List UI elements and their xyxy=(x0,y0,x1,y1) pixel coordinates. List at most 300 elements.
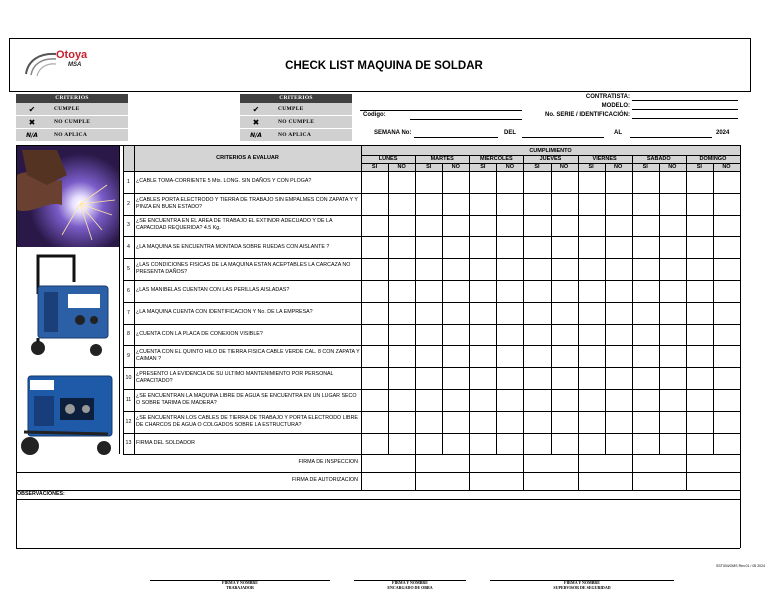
checkbox-cell[interactable] xyxy=(579,216,604,236)
checkbox-cell[interactable] xyxy=(660,303,685,323)
checkbox-cell[interactable] xyxy=(552,216,577,236)
checkbox-cell[interactable] xyxy=(389,259,414,279)
checkbox-cell[interactable] xyxy=(552,303,577,323)
checkbox-cell[interactable] xyxy=(470,237,495,257)
checkbox-cell[interactable] xyxy=(579,194,604,214)
legend-title: CRITERIOS xyxy=(16,94,128,103)
row-number: 10 xyxy=(125,375,132,382)
checkbox-cell[interactable] xyxy=(443,325,468,345)
checkbox-cell[interactable] xyxy=(687,172,712,192)
checkbox-cell[interactable] xyxy=(687,368,712,388)
grid-line xyxy=(740,145,741,548)
checkbox-cell[interactable] xyxy=(606,412,631,432)
checkbox-cell[interactable] xyxy=(633,434,658,453)
checkbox-cell[interactable] xyxy=(524,194,549,214)
contratista-label: CONTRATISTA: xyxy=(585,94,630,100)
grid-line xyxy=(551,163,552,454)
checkbox-cell[interactable] xyxy=(633,216,658,236)
del-label: DEL xyxy=(504,130,516,136)
checkbox-cell[interactable] xyxy=(633,412,658,432)
checkbox-cell[interactable] xyxy=(552,390,577,410)
checkbox-cell[interactable] xyxy=(362,194,387,214)
checkbox-cell[interactable] xyxy=(633,325,658,345)
checkbox-cell[interactable] xyxy=(660,346,685,366)
grid-line xyxy=(134,145,135,454)
checkbox-cell[interactable] xyxy=(606,346,631,366)
checkbox-cell[interactable] xyxy=(660,390,685,410)
checkbox-cell[interactable] xyxy=(389,434,414,453)
checkbox-cell[interactable] xyxy=(362,216,387,236)
si-header: SI xyxy=(480,164,486,170)
modelo-field[interactable] xyxy=(632,109,738,110)
checkbox-cell[interactable] xyxy=(470,281,495,301)
checkbox-cell[interactable] xyxy=(524,434,549,453)
checkbox-cell[interactable] xyxy=(416,325,441,345)
checkbox-cell[interactable] xyxy=(633,194,658,214)
serie-field[interactable] xyxy=(632,118,738,119)
checkbox-cell[interactable] xyxy=(606,368,631,388)
si-header: SI xyxy=(534,164,540,170)
codigo-top-line xyxy=(360,110,522,111)
signature-label-supervisor: FIRMA Y NOMBRE SUPERVISOR DE SEGURIDAD xyxy=(553,580,611,590)
row-number: 2 xyxy=(127,200,130,207)
checkbox-cell[interactable] xyxy=(552,194,577,214)
grid-line xyxy=(361,145,362,490)
checkbox-cell[interactable] xyxy=(524,216,549,236)
grid-line xyxy=(713,163,714,454)
checkbox-cell[interactable] xyxy=(443,390,468,410)
welding-photo xyxy=(17,145,119,247)
grid-line xyxy=(123,389,740,390)
checkbox-cell[interactable] xyxy=(443,368,468,388)
checkbox-cell[interactable] xyxy=(470,259,495,279)
criteria-text: ¿CUENTA CON LA PLACA DE CONEXION VISIBLE? xyxy=(136,330,263,337)
checkbox-cell[interactable] xyxy=(389,216,414,236)
criteria-text: ¿LAS CONDICIONES FISICAS DE LA MAQUINA ESTAN ACEPTABLES LA CARCAZA NO PRESENTA DAÑOS? xyxy=(136,262,351,276)
checkbox-cell[interactable] xyxy=(524,303,549,323)
no-header: NO xyxy=(668,164,677,170)
year-value: 2024 xyxy=(716,130,730,136)
checkbox-cell[interactable] xyxy=(714,237,739,257)
checkbox-cell[interactable] xyxy=(497,216,522,236)
checkbox-cell[interactable] xyxy=(470,216,495,236)
checkbox-cell[interactable] xyxy=(606,281,631,301)
checkbox-cell[interactable] xyxy=(606,303,631,323)
observaciones-label: OBSERVACIONES: xyxy=(17,490,65,497)
checkbox-cell[interactable] xyxy=(714,434,739,453)
checkbox-cell[interactable] xyxy=(389,346,414,366)
checkbox-cell[interactable] xyxy=(606,194,631,214)
logo-sub: MSA xyxy=(68,62,82,68)
firma-autorizacion-cell[interactable] xyxy=(687,473,739,489)
al-field[interactable] xyxy=(630,137,712,138)
serie-label: No. SERIE / IDENTIFICACIÓN: xyxy=(544,112,630,118)
checkbox-cell[interactable] xyxy=(579,237,604,257)
checkbox-cell[interactable] xyxy=(524,237,549,257)
number-header-bg xyxy=(123,145,134,171)
checkbox-cell[interactable] xyxy=(687,303,712,323)
criteria-header: CRITERIOS A EVALUAR xyxy=(216,155,279,161)
checkbox-cell[interactable] xyxy=(470,368,495,388)
checkbox-cell[interactable] xyxy=(660,237,685,257)
signature-label-encargado: FIRMA Y NOMBRE ENCARGADO DE OBRA xyxy=(387,580,433,590)
document-code: SST004/OMS Rev.01 / 05 2024 xyxy=(716,564,765,568)
checkbox-cell[interactable] xyxy=(606,434,631,453)
checkbox-cell[interactable] xyxy=(362,303,387,323)
checkbox-cell[interactable] xyxy=(687,194,712,214)
grid-line xyxy=(442,163,443,454)
day-header-domingo: DOMINGO xyxy=(699,156,727,162)
checkbox-cell[interactable] xyxy=(497,390,522,410)
checkbox-cell[interactable] xyxy=(687,346,712,366)
criteria-text: ¿CABLE TOMA-CORRIENTE 5 Mts. LONG. SIN DAÑOS Y CON PLOGA? xyxy=(136,178,312,185)
si-header: SI xyxy=(588,164,594,170)
checkbox-cell[interactable] xyxy=(660,368,685,388)
firma-inspeccion-cell[interactable] xyxy=(687,455,739,471)
checkbox-cell[interactable] xyxy=(579,259,604,279)
row-number: 4 xyxy=(127,244,130,251)
row-number: 11 xyxy=(125,396,132,403)
observaciones-field[interactable] xyxy=(18,500,738,546)
grid-line xyxy=(123,367,740,368)
checkbox-cell[interactable] xyxy=(552,346,577,366)
grid-line xyxy=(123,236,740,237)
check-icon: ✔ xyxy=(252,105,260,114)
checkbox-cell[interactable] xyxy=(524,412,549,432)
criteria-text: ¿CABLES PORTA ELECTRODO Y TIERRA DE TRABAJO SIN EMPALMES CON ZAPATA Y Y PINZA EN BUEN ESTADO? xyxy=(136,196,358,210)
checkbox-cell[interactable] xyxy=(416,237,441,257)
checkbox-cell[interactable] xyxy=(552,172,577,192)
checkbox-cell[interactable] xyxy=(714,259,739,279)
checkbox-cell[interactable] xyxy=(362,172,387,192)
checkbox-cell[interactable] xyxy=(633,346,658,366)
checkbox-cell[interactable] xyxy=(633,259,658,279)
checkbox-cell[interactable] xyxy=(660,325,685,345)
grid-line xyxy=(578,155,579,490)
checkbox-cell[interactable] xyxy=(416,259,441,279)
criteria-text: FIRMA DEL SOLDADOR xyxy=(136,439,195,446)
checkbox-cell[interactable] xyxy=(497,259,522,279)
checkbox-cell[interactable] xyxy=(606,216,631,236)
checkbox-cell[interactable] xyxy=(579,303,604,323)
checkbox-cell[interactable] xyxy=(714,325,739,345)
checkbox-cell[interactable] xyxy=(687,237,712,257)
checkbox-cell[interactable] xyxy=(416,281,441,301)
checkbox-cell[interactable] xyxy=(660,281,685,301)
legend-title: CRITERIOS xyxy=(240,94,352,103)
no-header: NO xyxy=(559,164,569,170)
checkbox-cell[interactable] xyxy=(687,390,712,410)
day-header-jueves: JUEVES xyxy=(539,156,562,162)
row-number: 13 xyxy=(125,440,132,447)
checkbox-cell[interactable] xyxy=(714,390,739,410)
checkbox-cell[interactable] xyxy=(633,172,658,192)
checkbox-cell[interactable] xyxy=(416,412,441,432)
checkbox-cell[interactable] xyxy=(687,434,712,453)
checkbox-cell[interactable] xyxy=(524,368,549,388)
checkbox-cell[interactable] xyxy=(714,216,739,236)
checkbox-cell[interactable] xyxy=(470,172,495,192)
grid-line xyxy=(123,280,740,281)
checkbox-cell[interactable] xyxy=(416,434,441,453)
checkbox-cell[interactable] xyxy=(714,346,739,366)
checkbox-cell[interactable] xyxy=(362,237,387,257)
checkbox-cell[interactable] xyxy=(497,368,522,388)
grid-line xyxy=(388,163,389,454)
checkbox-cell[interactable] xyxy=(552,412,577,432)
firma-inspeccion-label: FIRMA DE INSPECCION xyxy=(298,459,358,466)
grid-line xyxy=(16,145,740,146)
checkbox-cell[interactable] xyxy=(443,216,468,236)
grid-line xyxy=(123,258,740,259)
checkbox-cell[interactable] xyxy=(579,346,604,366)
checkbox-cell[interactable] xyxy=(579,368,604,388)
grid-line xyxy=(659,163,660,454)
checkbox-cell[interactable] xyxy=(497,237,522,257)
firma-inspeccion-cell[interactable] xyxy=(362,455,414,471)
checkbox-cell[interactable] xyxy=(660,259,685,279)
checkbox-cell[interactable] xyxy=(552,281,577,301)
checkbox-cell[interactable] xyxy=(660,412,685,432)
criteria-text: ¿SE ENCUENTRAN LOS CABLES DE TIERRA DE TRABAJO Y PORTA ELECTRODO LIBRE DE CHARCOS DE AGUA O COLGADOS SOBRE LA ESTRUCTURA? xyxy=(136,414,358,428)
grid-line xyxy=(123,171,740,172)
welding-machine-2-photo xyxy=(20,372,116,462)
checkbox-cell[interactable] xyxy=(714,172,739,192)
checkbox-cell[interactable] xyxy=(443,281,468,301)
si-header: SI xyxy=(426,164,432,170)
checkbox-cell[interactable] xyxy=(714,368,739,388)
firma-autorizacion-cell[interactable] xyxy=(470,473,522,489)
checkbox-cell[interactable] xyxy=(552,368,577,388)
checkbox-cell[interactable] xyxy=(470,390,495,410)
checkbox-cell[interactable] xyxy=(633,237,658,257)
checkbox-cell[interactable] xyxy=(687,325,712,345)
checkbox-cell[interactable] xyxy=(443,303,468,323)
firma-inspeccion-cell[interactable] xyxy=(524,455,576,471)
checkbox-cell[interactable] xyxy=(362,325,387,345)
firma-inspeccion-cell[interactable] xyxy=(633,455,685,471)
grid-line xyxy=(123,433,740,434)
firma-autorizacion-cell[interactable] xyxy=(633,473,685,489)
checkbox-cell[interactable] xyxy=(497,325,522,345)
checkbox-cell[interactable] xyxy=(606,325,631,345)
checkbox-cell[interactable] xyxy=(497,303,522,323)
na-symbol: N/A xyxy=(26,132,38,139)
grid-line xyxy=(123,215,740,216)
grid-line xyxy=(123,193,740,194)
grid-line xyxy=(496,163,497,454)
checkbox-cell[interactable] xyxy=(416,346,441,366)
checkbox-cell[interactable] xyxy=(416,216,441,236)
checkbox-cell[interactable] xyxy=(524,281,549,301)
checkbox-cell[interactable] xyxy=(389,325,414,345)
checkbox-cell[interactable] xyxy=(633,303,658,323)
checkbox-cell[interactable] xyxy=(497,281,522,301)
checkbox-cell[interactable] xyxy=(579,434,604,453)
grid-line xyxy=(16,499,740,500)
checkbox-cell[interactable] xyxy=(579,172,604,192)
checkbox-cell[interactable] xyxy=(389,194,414,214)
firma-inspeccion-cell[interactable] xyxy=(470,455,522,471)
checkbox-cell[interactable] xyxy=(524,259,549,279)
checkbox-cell[interactable] xyxy=(443,346,468,366)
checkbox-cell[interactable] xyxy=(470,412,495,432)
checkbox-cell[interactable] xyxy=(416,368,441,388)
checkbox-cell[interactable] xyxy=(687,216,712,236)
checkbox-cell[interactable] xyxy=(470,325,495,345)
checkbox-cell[interactable] xyxy=(416,303,441,323)
welding-machine-photo xyxy=(24,252,116,360)
checkbox-cell[interactable] xyxy=(606,390,631,410)
checkbox-cell[interactable] xyxy=(497,346,522,366)
checkbox-cell[interactable] xyxy=(362,390,387,410)
checkbox-cell[interactable] xyxy=(606,259,631,279)
checkbox-cell[interactable] xyxy=(497,172,522,192)
grid-line xyxy=(632,155,633,490)
row-number: 7 xyxy=(127,309,130,316)
row-number: 1 xyxy=(127,178,130,185)
checkbox-cell[interactable] xyxy=(552,259,577,279)
checkbox-cell[interactable] xyxy=(524,390,549,410)
checkbox-cell[interactable] xyxy=(524,325,549,345)
legend-left xyxy=(16,94,128,142)
firma-autorizacion-cell[interactable] xyxy=(362,473,414,489)
checkbox-cell[interactable] xyxy=(362,281,387,301)
checkbox-cell[interactable] xyxy=(633,281,658,301)
checkbox-cell[interactable] xyxy=(552,237,577,257)
checkbox-cell[interactable] xyxy=(660,216,685,236)
contratista-field[interactable] xyxy=(632,100,738,101)
firma-autorizacion-cell[interactable] xyxy=(579,473,631,489)
criteria-text: ¿CUENTA CON EL QUINTO HILO DE TIERRA FISICA CABLE VERDE CAL. 8 CON ZAPATA Y CAIMAN ? xyxy=(136,349,360,363)
checkbox-cell[interactable] xyxy=(362,412,387,432)
checkbox-cell[interactable] xyxy=(660,194,685,214)
criteria-text: ¿PRESENTO LA EVIDENCIA DE SU ULTIMO MANTENIMIENTO POR PERSONAL CAPACITADO? xyxy=(136,371,334,385)
checkbox-cell[interactable] xyxy=(552,325,577,345)
checkbox-cell[interactable] xyxy=(714,194,739,214)
checkbox-cell[interactable] xyxy=(579,325,604,345)
checkbox-cell[interactable] xyxy=(416,194,441,214)
legend-label: NO APLICA xyxy=(54,132,88,138)
checkbox-cell[interactable] xyxy=(497,412,522,432)
checkbox-cell[interactable] xyxy=(606,172,631,192)
semana-label: SEMANA No: xyxy=(374,130,412,136)
checkbox-cell[interactable] xyxy=(362,259,387,279)
cross-icon: ✖ xyxy=(252,118,260,127)
checkbox-cell[interactable] xyxy=(443,172,468,192)
checkbox-cell[interactable] xyxy=(497,194,522,214)
checkbox-cell[interactable] xyxy=(362,368,387,388)
checkbox-cell[interactable] xyxy=(389,390,414,410)
grid-line xyxy=(686,155,687,490)
checkbox-cell[interactable] xyxy=(389,412,414,432)
signature-label-trabajador: FIRMA Y NOMBRE TRABAJADOR xyxy=(222,580,258,590)
no-header: NO xyxy=(614,164,623,170)
checkbox-cell[interactable] xyxy=(714,412,739,432)
checkbox-cell[interactable] xyxy=(497,434,522,453)
checkbox-cell[interactable] xyxy=(660,172,685,192)
grid-line xyxy=(123,454,740,455)
grid-line xyxy=(123,302,740,303)
checkbox-cell[interactable] xyxy=(524,346,549,366)
no-header: NO xyxy=(397,164,406,170)
checkbox-cell[interactable] xyxy=(470,194,495,214)
day-header-martes: MARTES xyxy=(430,156,454,162)
firma-inspeccion-cell[interactable] xyxy=(416,455,468,471)
checkbox-cell[interactable] xyxy=(606,237,631,257)
checkbox-cell[interactable] xyxy=(633,368,658,388)
si-header: SI xyxy=(696,164,702,170)
grid-line xyxy=(123,324,740,325)
checkbox-cell[interactable] xyxy=(389,281,414,301)
checkbox-cell[interactable] xyxy=(443,237,468,257)
firma-inspeccion-cell[interactable] xyxy=(579,455,631,471)
grid-line xyxy=(361,155,740,156)
del-field[interactable] xyxy=(522,137,604,138)
checkbox-cell[interactable] xyxy=(389,237,414,257)
semana-field[interactable] xyxy=(414,137,498,138)
checkbox-cell[interactable] xyxy=(524,172,549,192)
checkbox-cell[interactable] xyxy=(443,412,468,432)
checkbox-cell[interactable] xyxy=(714,303,739,323)
grid-line xyxy=(605,163,606,454)
checkbox-cell[interactable] xyxy=(552,434,577,453)
checkbox-cell[interactable] xyxy=(389,172,414,192)
checkbox-cell[interactable] xyxy=(362,346,387,366)
checkbox-cell[interactable] xyxy=(443,259,468,279)
checkbox-cell[interactable] xyxy=(660,434,685,453)
checkbox-cell[interactable] xyxy=(443,194,468,214)
firma-autorizacion-cell[interactable] xyxy=(524,473,576,489)
checkbox-cell[interactable] xyxy=(633,390,658,410)
day-header-lunes: LUNES xyxy=(378,156,398,162)
check-icon: ✔ xyxy=(28,105,36,114)
checkbox-cell[interactable] xyxy=(714,281,739,301)
checkbox-cell[interactable] xyxy=(362,434,387,453)
checkbox-cell[interactable] xyxy=(687,412,712,432)
checkbox-cell[interactable] xyxy=(443,434,468,453)
checkbox-cell[interactable] xyxy=(579,281,604,301)
checkbox-cell[interactable] xyxy=(579,412,604,432)
checkbox-cell[interactable] xyxy=(470,434,495,453)
row-number: 12 xyxy=(125,418,132,425)
criteria-text: ¿LAS MANIBELAS CUENTAN CON LAS PERILLAS AISLADAS? xyxy=(136,287,290,294)
grid-line xyxy=(415,155,416,490)
legend-label: CUMPLE xyxy=(54,106,80,112)
row-number: 5 xyxy=(127,266,130,273)
criteria-text: ¿SE ENCUENTRA EN EL AREA DE TRABAJO EL EXTINOR ADECUADO Y DE LA CAPACIDAD REQUERIDA? 4.5 Kg. xyxy=(136,218,333,232)
codigo-field[interactable] xyxy=(410,119,522,120)
criteria-text: ¿LA MAQUINA SE ENCUENTRA MONTADA SOBRE RUEDAS CON AISLANTE ? xyxy=(136,243,330,250)
row-number: 6 xyxy=(127,287,130,294)
cross-icon: ✖ xyxy=(28,118,36,127)
checkbox-cell[interactable] xyxy=(687,281,712,301)
checkbox-cell[interactable] xyxy=(389,303,414,323)
checkbox-cell[interactable] xyxy=(416,390,441,410)
grid-line xyxy=(123,411,740,412)
checkbox-cell[interactable] xyxy=(470,303,495,323)
checkbox-cell[interactable] xyxy=(389,368,414,388)
checkbox-cell[interactable] xyxy=(470,346,495,366)
legend-label: NO CUMPLE xyxy=(54,119,91,125)
checkbox-cell[interactable] xyxy=(579,390,604,410)
grid-line xyxy=(16,490,740,491)
checkbox-cell[interactable] xyxy=(687,259,712,279)
criteria-text: ¿SE ENCUENTRAN LA MAQUINA LIBRE DE AGUA SE ENCUENTRA EN UN LUGAR SECO O SOBRE TARIMA DE MADERA? xyxy=(136,392,357,406)
logo-brand: Otoya xyxy=(56,49,88,61)
checkbox-cell[interactable] xyxy=(416,172,441,192)
firma-autorizacion-cell[interactable] xyxy=(416,473,468,489)
